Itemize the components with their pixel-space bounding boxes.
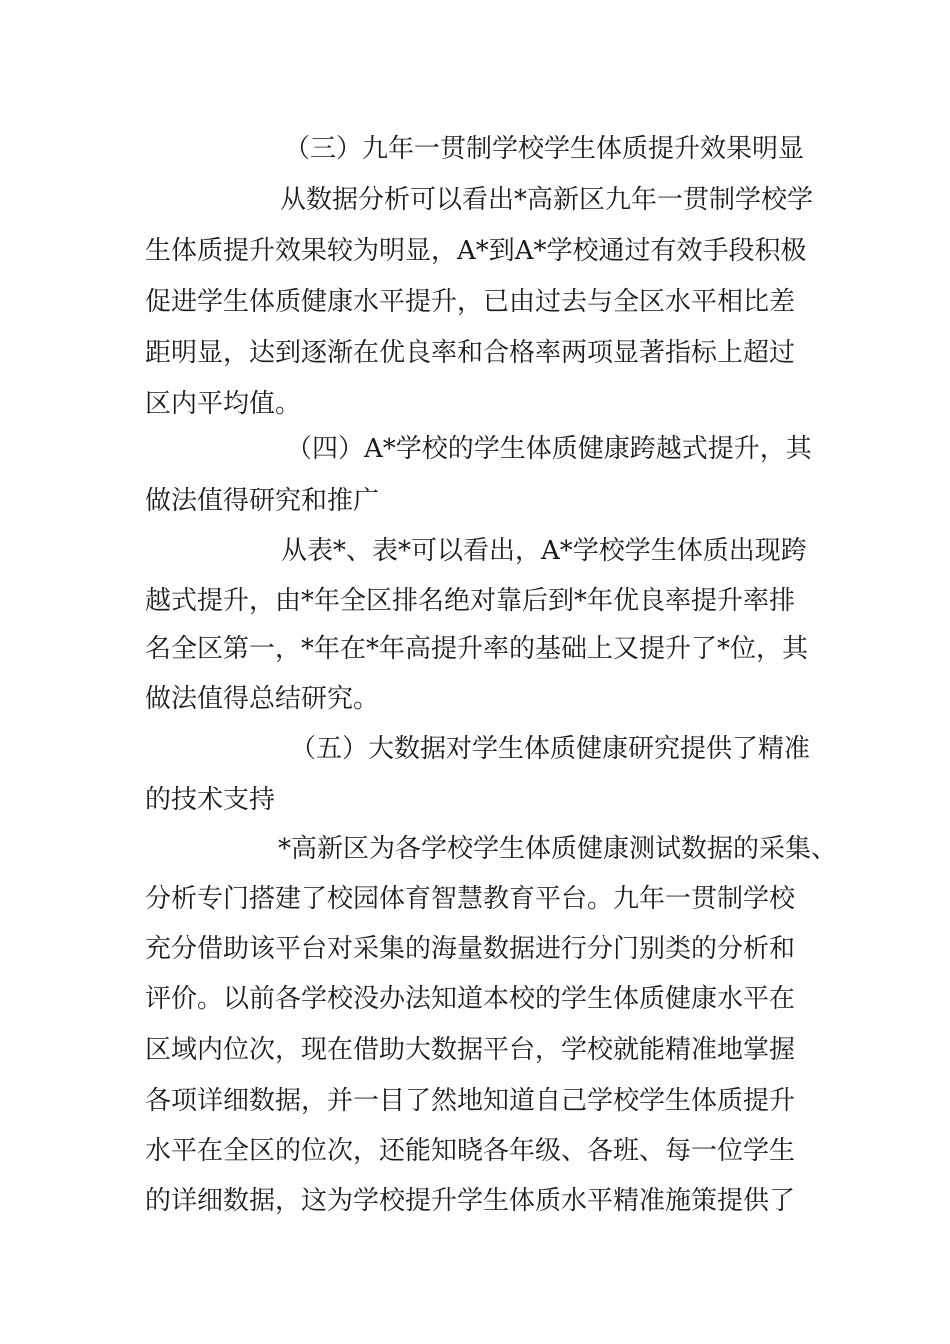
paragraph-line: 充分借助该平台对采集的海量数据进行分门别类的分析和 <box>145 934 796 964</box>
heading-section-3: （三）九年一贯制学校学生体质提升效果明显 <box>284 134 805 164</box>
heading-section-5-continued: 的技术支持 <box>145 785 276 815</box>
paragraph-line: 分析专门搭建了校园体育智慧教育平台。九年一贯制学校 <box>145 884 796 914</box>
paragraph-line: 促进学生体质健康水平提升，已由过去与全区水平相比差 <box>145 287 796 317</box>
paragraph-line: 区内平均值。 <box>145 389 302 419</box>
paragraph-line: *高新区为各学校学生体质健康测试数据的采集、 <box>278 834 838 864</box>
paragraph-line: 区域内位次，现在借助大数据平台，学校就能精准地掌握 <box>145 1035 796 1065</box>
paragraph-line: 越式提升，由*年全区排名绝对靠后到*年优良率提升率排 <box>145 586 796 616</box>
paragraph-line: 水平在全区的位次，还能知晓各年级、各班、每一位学生 <box>145 1136 796 1166</box>
paragraph-line: 各项详细数据，并一目了然地知道自己学校学生体质提升 <box>145 1086 796 1116</box>
paragraph-line: 做法值得总结研究。 <box>145 684 380 714</box>
heading-section-4-continued: 做法值得研究和推广 <box>145 486 380 516</box>
paragraph-line: 从数据分析可以看出*高新区九年一贯制学校学 <box>280 185 814 215</box>
paragraph-line: 生体质提升效果较为明显，A*到A*学校通过有效手段积极 <box>145 236 807 266</box>
paragraph-line: 名全区第一，*年在*年高提升率的基础上又提升了*位，其 <box>145 634 809 664</box>
heading-section-5: （五）大数据对学生体质健康研究提供了精准 <box>290 734 811 764</box>
paragraph-line: 距明显，达到逐渐在优良率和合格率两项显著指标上超过 <box>145 338 796 368</box>
paragraph-line: 评价。以前各学校没办法知道本校的学生体质健康水平在 <box>145 984 796 1014</box>
heading-section-4: （四）A*学校的学生体质健康跨越式提升，其 <box>286 434 812 464</box>
paragraph-line: 的详细数据，这为学校提升学生体质水平精准施策提供了 <box>145 1186 796 1216</box>
paragraph-line: 从表*、表*可以看出，A*学校学生体质出现跨 <box>281 536 807 566</box>
